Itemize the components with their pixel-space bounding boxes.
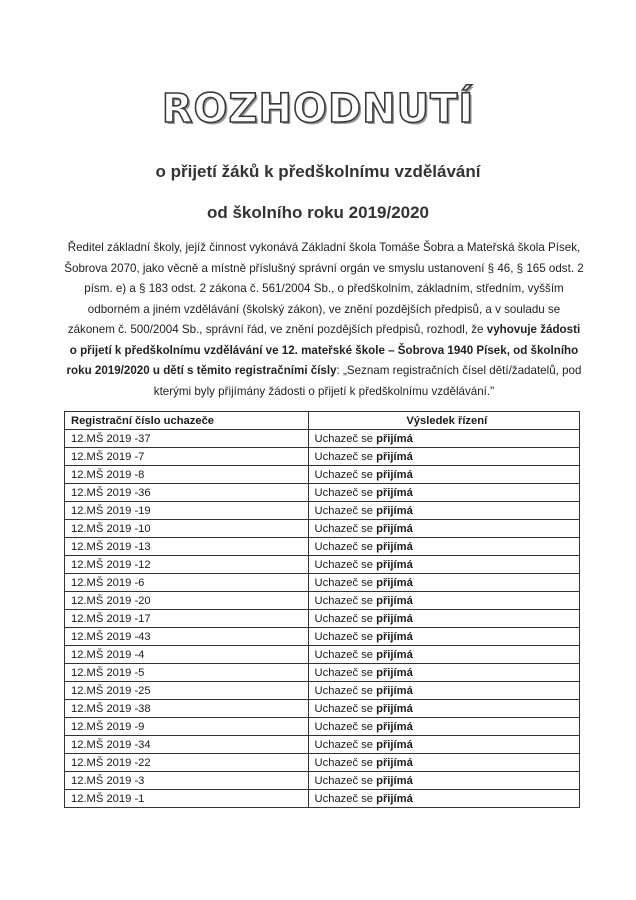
result-accepted: přijímá: [376, 612, 413, 625]
result-accepted: přijímá: [376, 756, 413, 769]
registration-number-cell: 12.MŠ 2019 -7: [65, 448, 309, 466]
registration-number-cell: 12.MŠ 2019 -22: [65, 754, 309, 772]
result-accepted: přijímá: [376, 720, 413, 733]
school-year-subtitle: od školního roku 2019/2020: [206, 203, 430, 222]
result-prefix: Uchazeč se: [314, 468, 377, 481]
table-row: [65, 682, 580, 700]
result-cell: [308, 448, 579, 466]
table-row: [65, 718, 580, 736]
decision-bold-text: vyhovuje žádosti o přijetí k předškolnímu vzdělávání ve 12. mateřské škole – Šobrova 1940 Písek, od školního roku 2019/2020 u dětí s těmito registračními čísly: [66, 323, 581, 377]
result-prefix: Uchazeč se: [314, 522, 377, 535]
registration-number-cell: 12.MŠ 2019 -6: [65, 574, 309, 592]
result-cell: [308, 592, 579, 610]
table-row: [65, 520, 580, 538]
result-cell: [308, 790, 579, 808]
result-prefix: Uchazeč se: [314, 432, 377, 445]
result-cell: [308, 628, 579, 646]
result-accepted: přijímá: [376, 774, 413, 787]
registration-number-cell: 12.MŠ 2019 -12: [65, 556, 309, 574]
result-prefix: Uchazeč se: [314, 612, 377, 625]
result-accepted: přijímá: [376, 558, 413, 571]
registration-number-cell: 12.MŠ 2019 -37: [65, 430, 309, 448]
result-accepted: přijímá: [376, 522, 413, 535]
registration-number-cell: 12.MŠ 2019 -19: [65, 502, 309, 520]
result-accepted: přijímá: [376, 684, 413, 697]
result-cell: [308, 646, 579, 664]
result-cell: [308, 700, 579, 718]
table-row: [65, 772, 580, 790]
registration-number-cell: 12.MŠ 2019 -17: [65, 610, 309, 628]
result-prefix: Uchazeč se: [314, 702, 377, 715]
result-prefix: Uchazeč se: [314, 666, 377, 679]
table-row: [65, 700, 580, 718]
result-prefix: Uchazeč se: [314, 540, 377, 553]
result-prefix: Uchazeč se: [314, 720, 377, 733]
result-prefix: Uchazeč se: [314, 792, 377, 805]
result-cell: [308, 502, 579, 520]
registration-number-cell: 12.MŠ 2019 -1: [65, 790, 309, 808]
result-accepted: přijímá: [376, 540, 413, 553]
result-accepted: přijímá: [376, 432, 413, 445]
result-prefix: Uchazeč se: [314, 684, 377, 697]
result-accepted: přijímá: [376, 702, 413, 715]
registration-number-cell: 12.MŠ 2019 -13: [65, 538, 309, 556]
table-row: [65, 502, 580, 520]
results-table-body: [65, 430, 580, 808]
result-cell: [308, 682, 579, 700]
table-row: [65, 574, 580, 592]
result-prefix: Uchazeč se: [314, 756, 377, 769]
table-row: [65, 628, 580, 646]
registration-number-cell: 12.MŠ 2019 -38: [65, 700, 309, 718]
table-row: [65, 592, 580, 610]
result-cell: [308, 736, 579, 754]
result-cell: [308, 484, 579, 502]
result-accepted: přijímá: [376, 594, 413, 607]
result-accepted: přijímá: [376, 504, 413, 517]
result-prefix: Uchazeč se: [314, 504, 377, 517]
table-row: [65, 754, 580, 772]
result-cell: [308, 556, 579, 574]
result-cell: [308, 466, 579, 484]
result-accepted: přijímá: [376, 486, 413, 499]
result-prefix: Uchazeč se: [314, 630, 377, 643]
document-subtitle: o přijetí žáků k předškolnímu vzdělávání: [155, 162, 481, 181]
document-title: ROZHODNUTÍ: [161, 86, 475, 132]
result-accepted: přijímá: [376, 792, 413, 805]
result-accepted: přijímá: [376, 630, 413, 643]
result-prefix: Uchazeč se: [314, 774, 377, 787]
registration-number-cell: 12.MŠ 2019 -4: [65, 646, 309, 664]
result-prefix: Uchazeč se: [314, 576, 377, 589]
table-row: [65, 556, 580, 574]
result-prefix: Uchazeč se: [314, 486, 377, 499]
registration-number-cell: 12.MŠ 2019 -3: [65, 772, 309, 790]
table-row: [65, 646, 580, 664]
header-result: Výsledek řízení: [308, 412, 579, 430]
result-cell: [308, 754, 579, 772]
decision-intro-text: Ředitel základní školy, jejíž činnost vykonává Základní škola Tomáše Šobra a Mateřská škola Písek, Šobrova 2070, jako věcně a místně příslušný správní orgán ve smyslu ustanovení § 46, § 165 odst. 2 písm. e) a § 183 odst. 2 zákona č. 561/2004 Sb., o předškolním, základním, středním, vyšším odborném a jiném vzdělávání (školský zákon), ve znění pozdějších předpisů, a v souladu se zákonem č. 500/2004 Sb., správní řád, ve znění pozdějších předpisů, rozhodl, že: [64, 241, 584, 336]
result-accepted: přijímá: [376, 450, 413, 463]
result-prefix: Uchazeč se: [314, 450, 377, 463]
result-accepted: přijímá: [376, 648, 413, 661]
result-cell: [308, 538, 579, 556]
registration-number-cell: 12.MŠ 2019 -20: [65, 592, 309, 610]
registration-number-cell: 12.MŠ 2019 -36: [65, 484, 309, 502]
table-row: [65, 484, 580, 502]
table-row: [65, 448, 580, 466]
result-cell: [308, 664, 579, 682]
table-row: [65, 430, 580, 448]
table-row: [65, 664, 580, 682]
header-registration-number: Registrační číslo uchazeče: [65, 412, 309, 430]
registration-number-cell: 12.MŠ 2019 -10: [65, 520, 309, 538]
result-cell: [308, 772, 579, 790]
table-header-row: [65, 412, 580, 430]
registration-number-cell: 12.MŠ 2019 -43: [65, 628, 309, 646]
registration-number-cell: 12.MŠ 2019 -5: [65, 664, 309, 682]
result-prefix: Uchazeč se: [314, 594, 377, 607]
table-row: [65, 736, 580, 754]
table-row: [65, 610, 580, 628]
table-row: [65, 466, 580, 484]
registration-number-cell: 12.MŠ 2019 -8: [65, 466, 309, 484]
registration-number-cell: 12.MŠ 2019 -34: [65, 736, 309, 754]
result-prefix: Uchazeč se: [314, 738, 377, 751]
decision-list-reference: : „Seznam registračních čísel dětí/žadatelů, pod kterými byly přijímány žádosti o přijetí k předškolnímu vzdělávání.": [153, 364, 582, 398]
result-prefix: Uchazeč se: [314, 648, 377, 661]
result-accepted: přijímá: [376, 738, 413, 751]
results-table: [64, 411, 580, 808]
registration-number-cell: 12.MŠ 2019 -9: [65, 718, 309, 736]
registration-number-cell: 12.MŠ 2019 -25: [65, 682, 309, 700]
result-accepted: přijímá: [376, 468, 413, 481]
decision-paragraph: [64, 238, 584, 402]
table-row: [65, 538, 580, 556]
result-cell: [308, 718, 579, 736]
result-cell: [308, 430, 579, 448]
result-prefix: Uchazeč se: [314, 558, 377, 571]
result-accepted: přijímá: [376, 576, 413, 589]
result-cell: [308, 610, 579, 628]
table-row: [65, 790, 580, 808]
result-accepted: přijímá: [376, 666, 413, 679]
result-cell: [308, 574, 579, 592]
result-cell: [308, 520, 579, 538]
